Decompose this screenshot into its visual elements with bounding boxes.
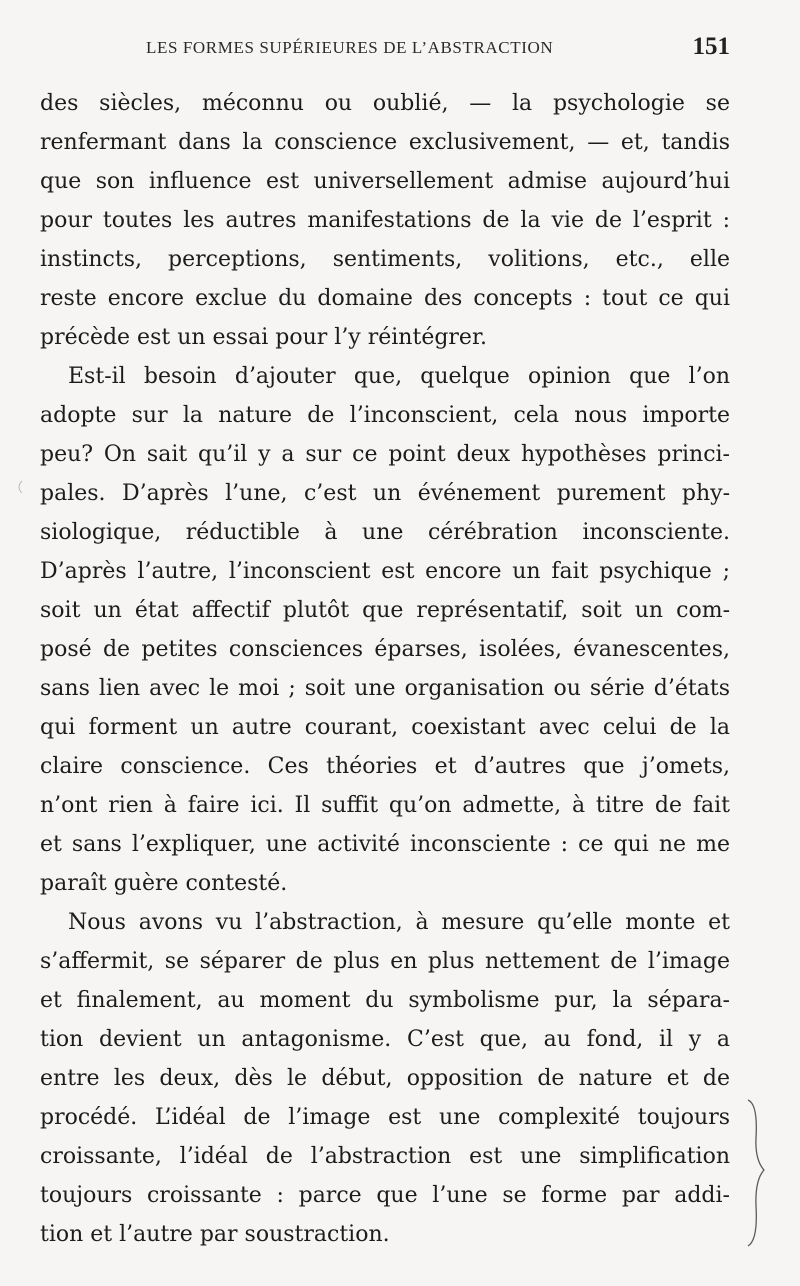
text-line: et sans l’expliquer, une activité inconsciente : ce qui ne me — [40, 832, 730, 857]
paragraph-3 — [40, 903, 730, 1254]
pencil-mark-icon — [14, 480, 24, 494]
text-line: s’affermit, se séparer de plus en plus nettement de l’image — [40, 949, 730, 974]
pencil-bracket-icon — [744, 1098, 768, 1248]
text-line: que son influence est universellement admise aujourd’hui — [40, 169, 730, 194]
text-line: paraît guère contesté. — [40, 871, 288, 896]
text-line: renfermant dans la conscience exclusivement, — et, tandis — [40, 130, 730, 155]
text-line: procédé. L’idéal de l’image est une complexité toujours — [40, 1105, 730, 1130]
paragraph-2 — [40, 357, 730, 903]
text-line: reste encore exclue du domaine des concepts : tout ce qui — [40, 286, 730, 311]
running-title: LES FORMES SUPÉRIEURES DE L’ABSTRACTION — [146, 38, 554, 57]
text-line: et finalement, au moment du symbolisme pur, la sépara- — [40, 988, 730, 1013]
paragraph-1 — [40, 84, 730, 357]
text-line: qui forment un autre courant, coexistant avec celui de la — [40, 715, 730, 740]
text-line: claire conscience. Ces théories et d’autres que j’omets, — [40, 754, 730, 779]
text-line: n’ont rien à faire ici. Il suffit qu’on admette, à titre de fait — [40, 793, 730, 818]
text-line: siologique, réductible à une cérébration inconsciente. — [40, 520, 730, 545]
text-line: pales. D’après l’une, c’est un événement purement phy- — [40, 481, 730, 506]
body-text — [40, 84, 730, 1254]
text-line: toujours croissante : parce que l’une se forme par addi- — [40, 1183, 730, 1208]
text-line: posé de petites consciences éparses, isolées, évanescentes, — [40, 637, 730, 662]
text-line: tion devient un antagonisme. C’est que, au fond, il y a — [40, 1027, 730, 1052]
text-line: croissante, l’idéal de l’abstraction est une simplification — [40, 1144, 730, 1169]
text-line: soit un état affectif plutôt que représentatif, soit un com- — [40, 598, 730, 623]
text-line: peu? On sait qu’il y a sur ce point deux hypothèses princi- — [40, 442, 730, 467]
running-head — [40, 33, 730, 64]
text-line: Est-il besoin d’ajouter que, quelque opinion que l’on — [68, 364, 730, 389]
text-line: D’après l’autre, l’inconscient est encore un fait psychique ; — [40, 559, 730, 584]
text-line: adopte sur la nature de l’inconscient, cela nous importe — [40, 403, 730, 428]
text-line: tion et l’autre par soustraction. — [40, 1222, 390, 1247]
text-line: instincts, perceptions, sentiments, volitions, etc., elle — [40, 247, 730, 272]
page-number: 151 — [692, 33, 730, 60]
text-line: sans lien avec le moi ; soit une organisation ou série d’états — [40, 676, 730, 701]
text-line: entre les deux, dès le début, opposition de nature et de — [40, 1066, 730, 1091]
text-line: Nous avons vu l’abstraction, à mesure qu’elle monte et — [68, 910, 730, 935]
text-line: des siècles, méconnu ou oublié, — la psychologie se — [40, 91, 730, 116]
text-line: pour toutes les autres manifestations de la vie de l’esprit : — [40, 208, 730, 233]
text-line: précède est un essai pour l’y réintégrer. — [40, 325, 488, 350]
